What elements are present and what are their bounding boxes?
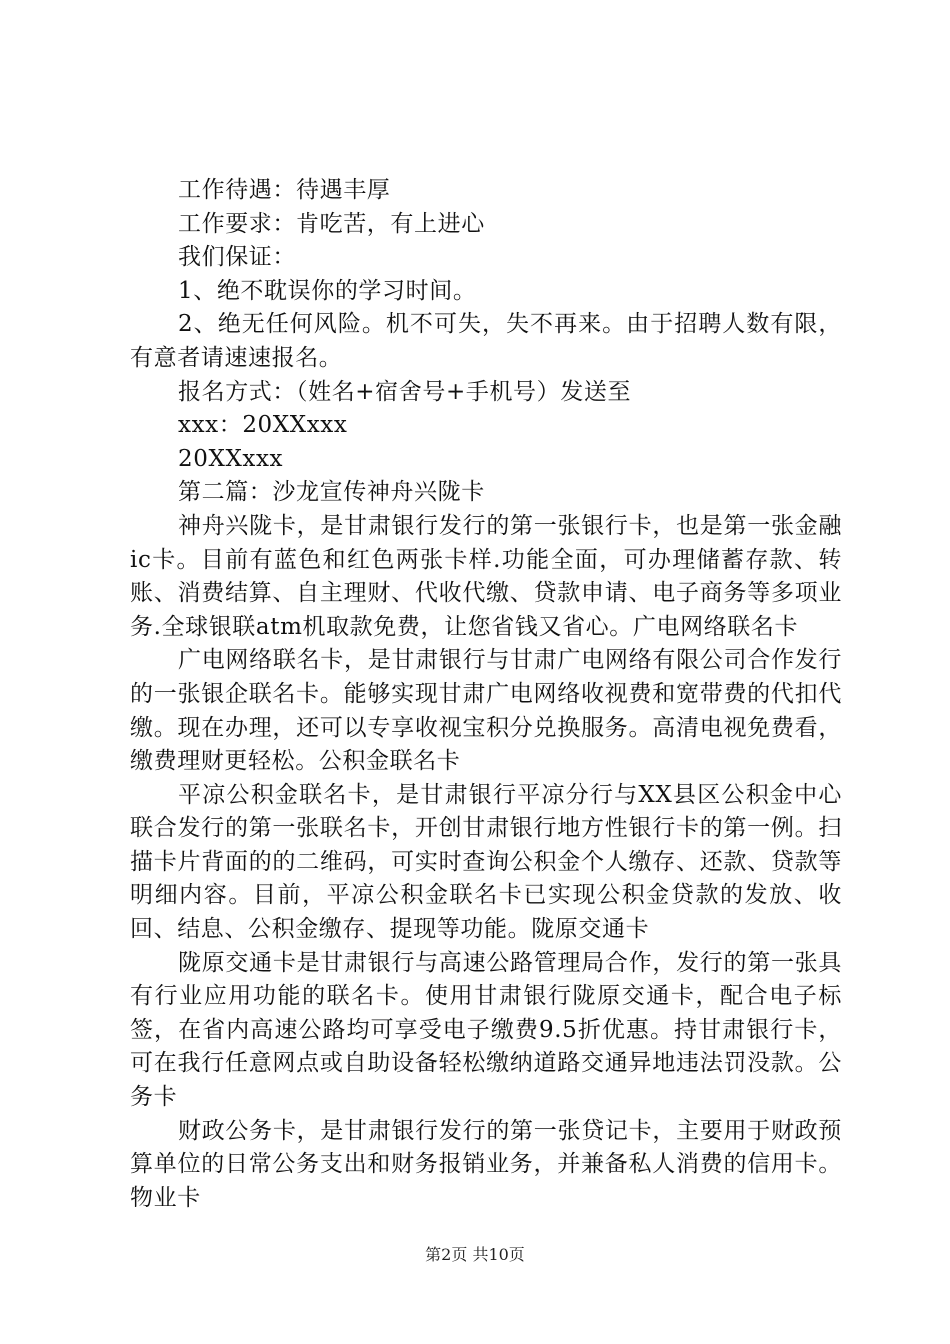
section-title: 第二篇：沙龙宣传神舟兴陇卡 (178, 479, 485, 506)
page-number: 第2页 共10页 (425, 1245, 525, 1264)
paragraph-broadcast-network-card: 广电网络联名卡，是甘肃银行与甘肃广电网络有限公司合作发行的一张银企联名卡。能够实现甘肃广电网络收视费和宽带费的代扣代缴。现在办理，还可以专享收视宝积分兑换服务。高清电视免费看，缴费理财更轻松。公积金联名卡 (130, 647, 842, 775)
contact-line-1: xxx：20XXxxx (178, 412, 348, 439)
document-body (130, 174, 842, 1215)
guarantee-item-2: 2、绝无任何风险。机不可失，失不再来。由于招聘人数有限，有意者请速速报名。 (130, 311, 842, 371)
guarantee-heading: 我们保证： (178, 244, 296, 271)
signup-method-line: 报名方式：（姓名+宿舍号+手机号）发送至 (178, 378, 632, 405)
contact-line-2: 20XXxxx (178, 445, 284, 472)
page-footer (0, 1245, 950, 1265)
paragraph-official-card: 财政公务卡，是甘肃银行发行的第一张贷记卡，主要用于财政预算单位的日常公务支出和财务报销业务，并兼备私人消费的信用卡。物业卡 (130, 1117, 842, 1211)
job-benefits-line: 工作待遇：待遇丰厚 (178, 177, 391, 203)
paragraph-housing-fund-card: 平凉公积金联名卡，是甘肃银行平凉分行与XX县区公积金中心联合发行的第一张联名卡，开创甘肃银行地方性银行卡的第一例。扫描卡片背面的的二维码，可实时查询公积金个人缴存、还款、贷款等明细内容。目前，平凉公积金联名卡已实现公积金贷款的发放、收回、结息、公积金缴存、提现等功能。陇原交通卡 (130, 781, 842, 943)
paragraph-transport-card: 陇原交通卡是甘肃银行与高速公路管理局合作，发行的第一张具有行业应用功能的联名卡。使用甘肃银行陇原交通卡，配合电子标签，在省内高速公路均可享受电子缴费9.5折优惠。持甘肃银行卡，可在我行任意网点或自助设备轻松缴纳道路交通异地违法罚没款。公务卡 (130, 949, 842, 1111)
job-requirements-line: 工作要求：肯吃苦，有上进心 (178, 210, 485, 237)
guarantee-item-1: 1、绝不耽误你的学习时间。 (178, 277, 477, 304)
paragraph-shenzhou-card: 神舟兴陇卡，是甘肃银行发行的第一张银行卡，也是第一张金融ic卡。目前有蓝色和红色两张卡样.功能全面，可办理储蓄存款、转账、消费结算、自主理财、代收代缴、贷款申请、电子商务等多项业务.全球银联atm机取款免费，让您省钱又省心。广电网络联名卡 (130, 512, 842, 640)
